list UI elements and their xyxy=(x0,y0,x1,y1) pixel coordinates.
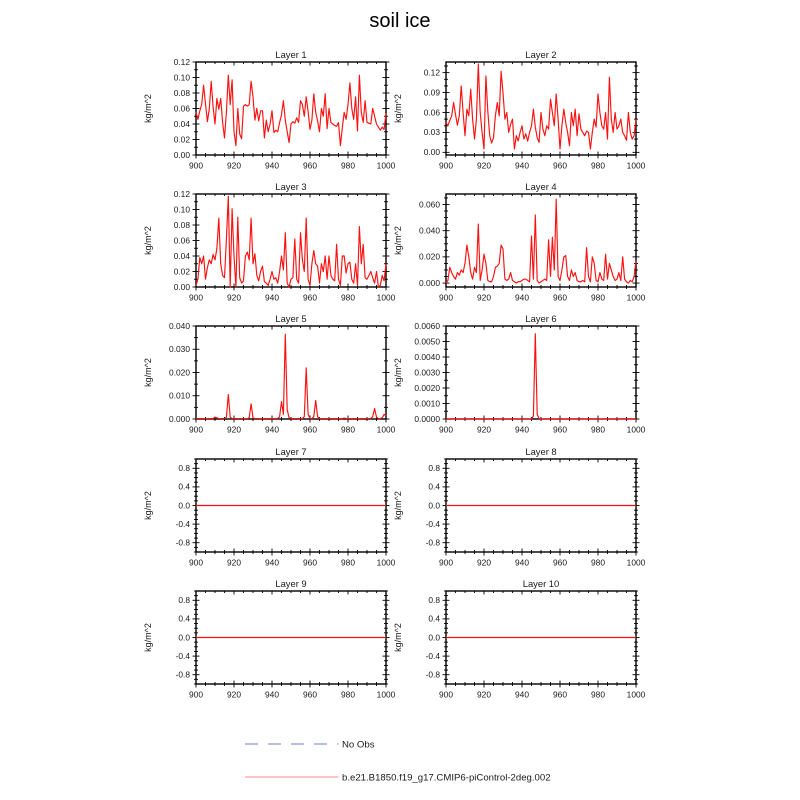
y-tick-label: 0.040 xyxy=(419,225,440,236)
y-tick-label: -0.4 xyxy=(175,518,190,529)
y-axis-label: kg/m^2 xyxy=(393,358,403,387)
x-tick-label: 940 xyxy=(265,292,279,303)
x-tick-label: 940 xyxy=(265,557,279,568)
x-tick-label: 1000 xyxy=(376,424,396,435)
y-tick-label: 0.4 xyxy=(178,481,190,492)
x-tick-label: 900 xyxy=(439,160,453,171)
y-tick-label: 0.0040 xyxy=(414,351,440,362)
x-tick-label: 900 xyxy=(189,557,203,568)
x-tick-label: 980 xyxy=(341,689,355,700)
subplot-layer-9 xyxy=(140,577,400,710)
x-tick-label: 960 xyxy=(553,292,567,303)
legend xyxy=(0,716,800,796)
y-tick-label: 0.06 xyxy=(423,107,440,118)
y-axis-label: kg/m^2 xyxy=(143,623,153,652)
x-tick-label: 1000 xyxy=(626,424,646,435)
x-tick-label: 960 xyxy=(303,557,317,568)
y-tick-label: 0.02 xyxy=(173,134,190,145)
x-tick-label: 940 xyxy=(515,689,529,700)
y-tick-label: -0.4 xyxy=(425,650,440,661)
subplot-title: Layer 8 xyxy=(525,446,557,457)
y-tick-label: 0.10 xyxy=(173,72,190,83)
x-tick-label: 960 xyxy=(553,424,567,435)
y-tick-label: -0.4 xyxy=(175,650,190,661)
y-tick-label: 0.020 xyxy=(169,367,190,378)
series-line xyxy=(196,75,386,146)
y-axis-label: kg/m^2 xyxy=(143,358,153,387)
subplot-layer-8 xyxy=(390,445,650,578)
y-axis-label: kg/m^2 xyxy=(393,226,403,255)
x-tick-label: 980 xyxy=(591,292,605,303)
y-tick-label: -0.8 xyxy=(175,669,190,680)
subplot-title: Layer 3 xyxy=(275,181,307,192)
y-tick-label: 0.04 xyxy=(173,250,190,261)
y-tick-label: 0.4 xyxy=(178,613,190,624)
y-axis-label: kg/m^2 xyxy=(143,94,153,123)
x-tick-label: 900 xyxy=(189,424,203,435)
x-tick-label: 1000 xyxy=(626,160,646,171)
model-legend-label: b.e21.B1850.f19_g17.CMIP6-piControl-2deg.002 xyxy=(342,772,551,784)
y-tick-label: 0.0030 xyxy=(414,367,440,378)
x-tick-label: 980 xyxy=(341,292,355,303)
plot-frame xyxy=(196,62,386,155)
x-tick-label: 1000 xyxy=(376,689,396,700)
subplot-title: Layer 4 xyxy=(525,181,557,192)
x-tick-label: 980 xyxy=(591,424,605,435)
x-tick-label: 900 xyxy=(439,689,453,700)
x-tick-label: 920 xyxy=(227,424,241,435)
y-tick-label: 0.10 xyxy=(173,204,190,215)
x-tick-label: 920 xyxy=(477,689,491,700)
series-line xyxy=(446,334,636,419)
x-tick-label: 980 xyxy=(591,689,605,700)
y-tick-label: 0.08 xyxy=(173,87,190,98)
subplot-title: Layer 9 xyxy=(275,578,307,589)
y-tick-label: -0.4 xyxy=(425,518,440,529)
y-tick-label: 0.06 xyxy=(173,103,190,114)
subplot-layer-4 xyxy=(390,180,650,313)
subplot-layer-7 xyxy=(140,445,400,578)
x-tick-label: 960 xyxy=(303,292,317,303)
plot-frame xyxy=(446,326,636,419)
y-tick-label: 0.0060 xyxy=(414,320,440,331)
x-tick-label: 900 xyxy=(189,689,203,700)
subplot-title: Layer 2 xyxy=(525,49,557,60)
y-tick-label: 0.0010 xyxy=(414,398,440,409)
x-tick-label: 1000 xyxy=(626,557,646,568)
x-tick-label: 900 xyxy=(439,557,453,568)
y-tick-label: 0.0 xyxy=(178,632,190,643)
x-tick-label: 980 xyxy=(591,557,605,568)
plot-frame xyxy=(446,62,636,155)
x-tick-label: 1000 xyxy=(376,292,396,303)
x-tick-label: 960 xyxy=(303,424,317,435)
y-tick-label: 0.8 xyxy=(178,595,190,606)
subplot-title: Layer 5 xyxy=(275,313,307,324)
x-tick-label: 940 xyxy=(515,557,529,568)
x-tick-label: 940 xyxy=(515,292,529,303)
y-tick-label: 0.06 xyxy=(173,235,190,246)
subplot-layer-5 xyxy=(140,312,400,445)
y-axis-label: kg/m^2 xyxy=(393,491,403,520)
x-tick-label: 900 xyxy=(439,424,453,435)
y-tick-label: 0.00 xyxy=(423,147,440,158)
y-tick-label: 0.8 xyxy=(428,595,440,606)
series-line xyxy=(196,196,386,287)
x-tick-label: 1000 xyxy=(626,292,646,303)
y-tick-label: 0.0 xyxy=(428,500,440,511)
x-tick-label: 920 xyxy=(227,557,241,568)
y-tick-label: 0.0 xyxy=(178,500,190,511)
x-tick-label: 940 xyxy=(265,689,279,700)
y-tick-label: 0.08 xyxy=(173,219,190,230)
y-tick-label: 0.010 xyxy=(169,390,190,401)
y-tick-label: 0.0 xyxy=(428,632,440,643)
subplot-layer-6 xyxy=(390,312,650,445)
y-tick-label: -0.8 xyxy=(425,669,440,680)
y-tick-label: 0.000 xyxy=(169,413,190,424)
y-tick-label: 0.0000 xyxy=(414,413,440,424)
x-tick-label: 920 xyxy=(477,557,491,568)
x-tick-label: 980 xyxy=(341,424,355,435)
y-tick-label: 0.4 xyxy=(428,481,440,492)
x-tick-label: 1000 xyxy=(626,689,646,700)
x-tick-label: 980 xyxy=(591,160,605,171)
x-tick-label: 920 xyxy=(477,424,491,435)
y-tick-label: 0.09 xyxy=(423,87,440,98)
x-tick-label: 960 xyxy=(553,160,567,171)
y-tick-label: 0.000 xyxy=(419,277,440,288)
x-tick-label: 920 xyxy=(477,160,491,171)
x-tick-label: 1000 xyxy=(376,160,396,171)
y-tick-label: 0.020 xyxy=(419,251,440,262)
subplot-layer-1 xyxy=(140,48,400,181)
plot-frame xyxy=(196,326,386,419)
subplot-layer-3 xyxy=(140,180,400,313)
y-tick-label: 0.04 xyxy=(173,118,190,129)
y-tick-label: 0.02 xyxy=(173,266,190,277)
subplot-title: Layer 7 xyxy=(275,446,307,457)
x-tick-label: 1000 xyxy=(376,557,396,568)
x-tick-label: 960 xyxy=(553,689,567,700)
y-tick-label: 0.03 xyxy=(423,127,440,138)
x-tick-label: 960 xyxy=(303,689,317,700)
y-axis-label: kg/m^2 xyxy=(393,94,403,123)
y-tick-label: 0.040 xyxy=(169,320,190,331)
series-line xyxy=(446,199,636,283)
y-tick-label: 0.030 xyxy=(169,344,190,355)
y-tick-label: 0.060 xyxy=(419,199,440,210)
y-tick-label: -0.8 xyxy=(175,537,190,548)
x-tick-label: 960 xyxy=(303,160,317,171)
page-title: soil ice xyxy=(369,10,431,32)
subplot-title: Layer 6 xyxy=(525,313,557,324)
x-tick-label: 920 xyxy=(227,292,241,303)
x-tick-label: 980 xyxy=(341,160,355,171)
y-axis-label: kg/m^2 xyxy=(143,226,153,255)
y-tick-label: 0.8 xyxy=(178,463,190,474)
y-tick-label: 0.12 xyxy=(173,188,190,199)
y-tick-label: 0.0020 xyxy=(414,382,440,393)
subplot-layer-10 xyxy=(390,577,650,710)
x-tick-label: 900 xyxy=(189,160,203,171)
y-tick-label: 0.0050 xyxy=(414,336,440,347)
y-tick-label: 0.00 xyxy=(173,149,190,160)
y-tick-label: 0.8 xyxy=(428,463,440,474)
x-tick-label: 940 xyxy=(265,160,279,171)
y-tick-label: 0.12 xyxy=(423,67,440,78)
y-axis-label: kg/m^2 xyxy=(143,491,153,520)
x-tick-label: 940 xyxy=(515,160,529,171)
y-tick-label: 0.4 xyxy=(428,613,440,624)
x-tick-label: 940 xyxy=(515,424,529,435)
x-tick-label: 960 xyxy=(553,557,567,568)
series-line xyxy=(196,334,386,418)
x-tick-label: 900 xyxy=(439,292,453,303)
subplot-title: Layer 1 xyxy=(275,49,307,60)
x-tick-label: 900 xyxy=(189,292,203,303)
y-tick-label: -0.8 xyxy=(425,537,440,548)
x-tick-label: 920 xyxy=(227,689,241,700)
y-tick-label: 0.12 xyxy=(173,56,190,67)
x-tick-label: 920 xyxy=(227,160,241,171)
y-axis-label: kg/m^2 xyxy=(393,623,403,652)
y-tick-label: 0.00 xyxy=(173,281,190,292)
series-line xyxy=(446,64,636,149)
x-tick-label: 920 xyxy=(477,292,491,303)
subplot-title: Layer 10 xyxy=(522,578,560,589)
no-obs-legend-label: No Obs xyxy=(342,739,375,751)
subplot-layer-2 xyxy=(390,48,650,181)
x-tick-label: 940 xyxy=(265,424,279,435)
x-tick-label: 980 xyxy=(341,557,355,568)
